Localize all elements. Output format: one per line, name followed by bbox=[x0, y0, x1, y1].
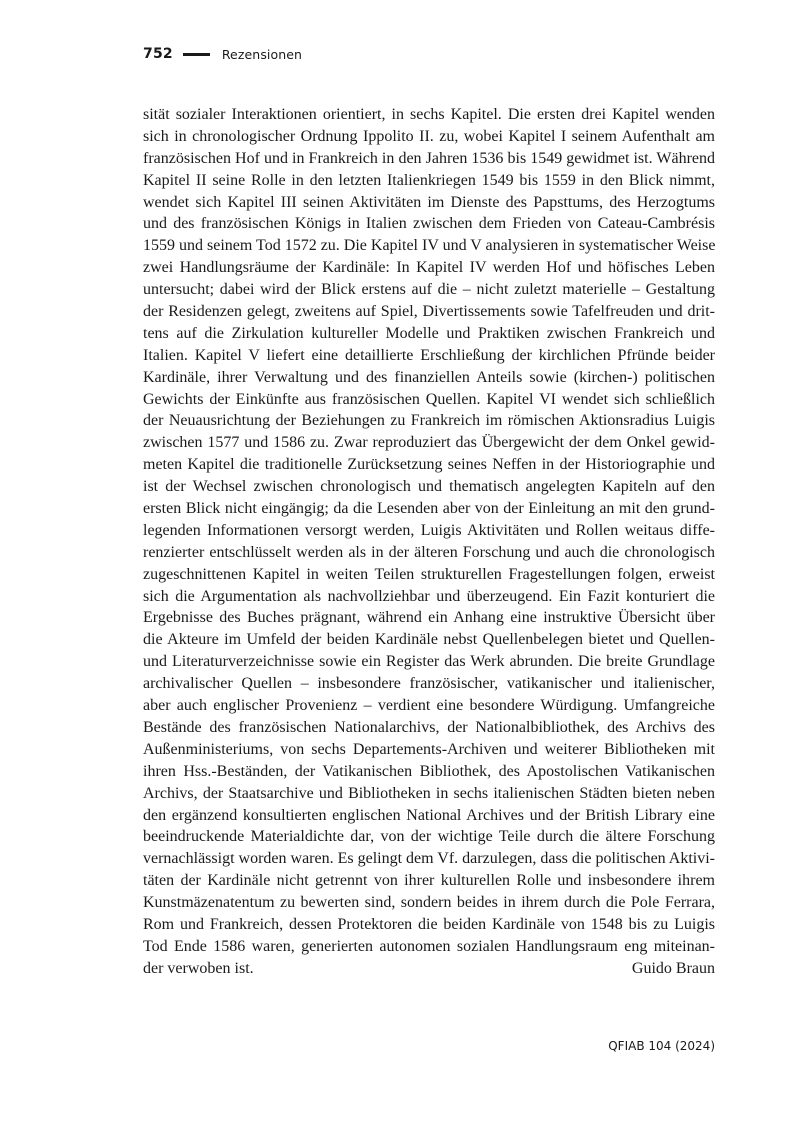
text-line: Rom und Frankreich, dessen Protektoren die beiden Kardinäle von 1548 bis zu Luigis bbox=[143, 915, 715, 933]
running-header bbox=[143, 44, 302, 64]
text-line: den ergänzend konsultierten englischen National Archives und der British Library eine bbox=[143, 806, 715, 824]
text-line: wendet sich Kapitel III seinen Aktivitäten im Dienste des Papsttums, des Herzogtums bbox=[143, 193, 715, 211]
text-line: untersucht; dabei wird der Blick erstens auf die – nicht zuletzt materielle – Gestaltung bbox=[143, 281, 715, 299]
text-line: vernachlässigt worden waren. Es gelingt dem Vf. darzulegen, dass die politischen Aktivi- bbox=[143, 850, 715, 868]
text-line: Ergebnisse des Buches prägnant, während ein Anhang eine instruktive Übersicht über bbox=[143, 609, 715, 627]
text-line: aber auch englischer Provenienz – verdient eine besondere Würdigung. Umfangreiche bbox=[143, 697, 715, 715]
text-line: sität sozialer Interaktionen orientiert, in sechs Kapitel. Die ersten drei Kapitel wenden bbox=[143, 106, 715, 123]
text-line: Kapitel II seine Rolle in den letzten Italienkriegen 1549 bis 1559 in den Blick nimmt, bbox=[143, 171, 715, 189]
last-line-text: der verwoben ist. bbox=[143, 959, 254, 977]
text-line: archivalischer Quellen – insbesondere französischer, vatikanischer und italienischer, bbox=[143, 675, 715, 693]
text-line: sich in chronologischer Ordnung Ippolito II. zu, wobei Kapitel I seinem Aufenthalt am bbox=[143, 127, 715, 145]
text-line: Archivs, der Staatsarchive und Bibliotheken in sechs italienischen Städten bieten neben bbox=[143, 784, 715, 802]
text-line: Gewichts der Einkünfte aus französischen Quellen. Kapitel VI wendet sich schließlich bbox=[143, 390, 715, 408]
text-line: täten der Kardinäle nicht getrennt von ihrer kulturellen Rolle und insbesondere ihrem bbox=[143, 872, 715, 890]
text-line: Bestände des französischen Nationalarchivs, der Nationalbibliothek, des Archivs des bbox=[143, 718, 715, 736]
review-body-text bbox=[143, 104, 715, 980]
header-rule bbox=[183, 53, 210, 56]
text-line: 1559 und seinem Tod 1572 zu. Die Kapitel IV und V analysieren in systematischer Weise bbox=[143, 237, 716, 255]
text-line: ersten Blick nicht eingängig; da die Lesenden aber von der Einleitung an mit den grund- bbox=[143, 500, 715, 518]
text-line: tens auf die Zirkulation kultureller Modelle und Praktiken zwischen Frankreich und bbox=[143, 324, 715, 342]
text-line: legenden Informationen versorgt werden, Luigis Aktivitäten und Rollen weitaus diffe- bbox=[143, 521, 715, 539]
text-line: zugeschnittenen Kapitel in weiten Teilen strukturellen Fragestellungen folgen, erweist bbox=[143, 565, 715, 583]
page-number: 752 bbox=[143, 46, 173, 62]
text-line: beeindruckende Materialdichte dar, von der wichtige Teile durch die ältere Forschung bbox=[143, 828, 715, 846]
text-line: Außenministeriums, von sechs Departements-Archiven und weiterer Bibliotheken mit bbox=[143, 740, 715, 758]
text-line: der Neuausrichtung der Beziehungen zu Frankreich im römischen Aktionsradius Luigis bbox=[143, 412, 715, 430]
text-line: zwischen 1577 und 1586 zu. Zwar reproduziert das Übergewicht der dem Onkel gewid- bbox=[143, 434, 715, 452]
review-author: Guido Braun bbox=[631, 959, 715, 977]
text-line: die Akteure im Umfeld der beiden Kardinäle nebst Quellenbelegen bietet und Quellen- bbox=[143, 631, 715, 649]
text-line: ihren Hss.-Beständen, der Vatikanischen Bibliothek, des Apostolischen Vatikanischen bbox=[143, 762, 715, 780]
text-line: Kardinäle, ihrer Verwaltung und des finanziellen Anteils sowie (kirchen-) politischen bbox=[143, 368, 715, 386]
text-line: meten Kapitel die traditionelle Zurücksetzung seines Neffen in der Historiographie und bbox=[143, 456, 715, 474]
text-line: sich die Argumentation als nachvollziehbar und überzeugend. Ein Fazit konturiert die bbox=[143, 587, 715, 605]
text-line: der Residenzen gelegt, zweitens auf Spiel, Divertissements sowie Tafelfreuden und drit- bbox=[143, 303, 715, 321]
last-text-line bbox=[143, 958, 715, 980]
journal-citation: QFIAB 104 (2024) bbox=[608, 1039, 715, 1053]
text-line: Italien. Kapitel V liefert eine detaillierte Erschließung der kirchlichen Pfründe beider bbox=[143, 346, 715, 364]
text-line: ist der Wechsel zwischen chronologisch und thematisch angelegten Kapiteln auf den bbox=[143, 478, 715, 496]
text-line: zwei Handlungsräume der Kardinäle: In Kapitel IV werden Hof und höfisches Leben bbox=[143, 259, 715, 277]
text-line: renzierter entschlüsselt werden als in der älteren Forschung und auch die chronologisch bbox=[143, 543, 715, 561]
text-line: und Literaturverzeichnisse sowie ein Register das Werk abrunden. Die breite Grundlage bbox=[143, 653, 715, 671]
text-line: französischen Hof und in Frankreich in den Jahren 1536 bis 1549 gewidmet ist. Während bbox=[143, 149, 715, 167]
text-line: und des französischen Königs in Italien zwischen dem Frieden von Cateau-Cambrésis bbox=[143, 215, 715, 233]
section-title: Rezensionen bbox=[221, 46, 303, 62]
text-line: Kunstmäzenatentum zu bewerten sind, sondern beides in ihrem durch die Pole Ferrara, bbox=[143, 894, 715, 912]
text-line: Tod Ende 1586 waren, generierten autonomen sozialen Handlungsraum eng miteinan- bbox=[143, 937, 715, 955]
